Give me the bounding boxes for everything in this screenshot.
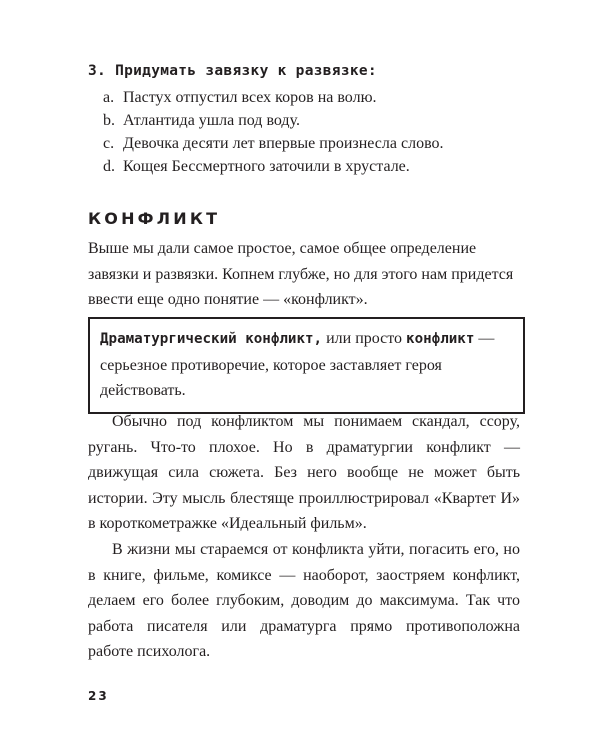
section-title: КОНФЛИКТ bbox=[88, 209, 221, 228]
list-item bbox=[88, 86, 528, 109]
list-item-text: Девочка десяти лет впервые произнесла слово. bbox=[123, 135, 444, 152]
list-item-text: Кощея Бессмертного заточили в хрустале. bbox=[123, 158, 410, 175]
list-marker: b. bbox=[103, 112, 115, 129]
list-item-text: Атлантида ушла под воду. bbox=[123, 112, 300, 129]
list-item-text: Пастух отпустил всех коров на волю. bbox=[123, 89, 377, 106]
definition-connector: или просто bbox=[322, 330, 407, 347]
list-item bbox=[88, 155, 528, 178]
definition-term-short: конфликт bbox=[406, 331, 475, 347]
list-item bbox=[88, 109, 528, 132]
body-paragraph: Обычно под конфликтом мы понимаем скандал, ссору, ругань. Что-то плохое. Но в драматургии конфликт — движущая сила сюжета. Без него вообще не может быть истории. Эту мысль блестяще проиллюстрировал «Квартет И» в короткометражке «Идеальный фильм». bbox=[88, 413, 520, 533]
definition-box bbox=[88, 317, 525, 414]
list-item bbox=[88, 132, 528, 155]
list-marker: a. bbox=[103, 89, 115, 106]
page-number: 23 bbox=[88, 689, 109, 703]
list-marker: d. bbox=[103, 158, 115, 175]
exercise-heading: 3. Придумать завязку к развязке: bbox=[88, 63, 377, 79]
definition-text: — серьезное противоречие, которое заставляет героя действовать. bbox=[100, 330, 495, 399]
body-paragraph: В жизни мы стараемся от конфликта уйти, погасить его, но в книге, фильме, комиксе — наоборот, заостряем конфликт, делаем его более глубоким, доводим до максимума. Так что работа писателя или драматурга прямо противоположна работе психолога. bbox=[88, 540, 520, 661]
list-marker: c. bbox=[103, 135, 115, 152]
exercise-block bbox=[88, 60, 528, 178]
intro-paragraph: Выше мы дали самое простое, самое общее определение завязки и развязки. Копнем глубже, но для этого нам придется ввести еще одно понятие — «конфликт». bbox=[88, 240, 514, 308]
body-text bbox=[88, 409, 520, 665]
definition-term: Драматургический конфликт, bbox=[100, 331, 323, 347]
exercise-list bbox=[88, 86, 528, 178]
